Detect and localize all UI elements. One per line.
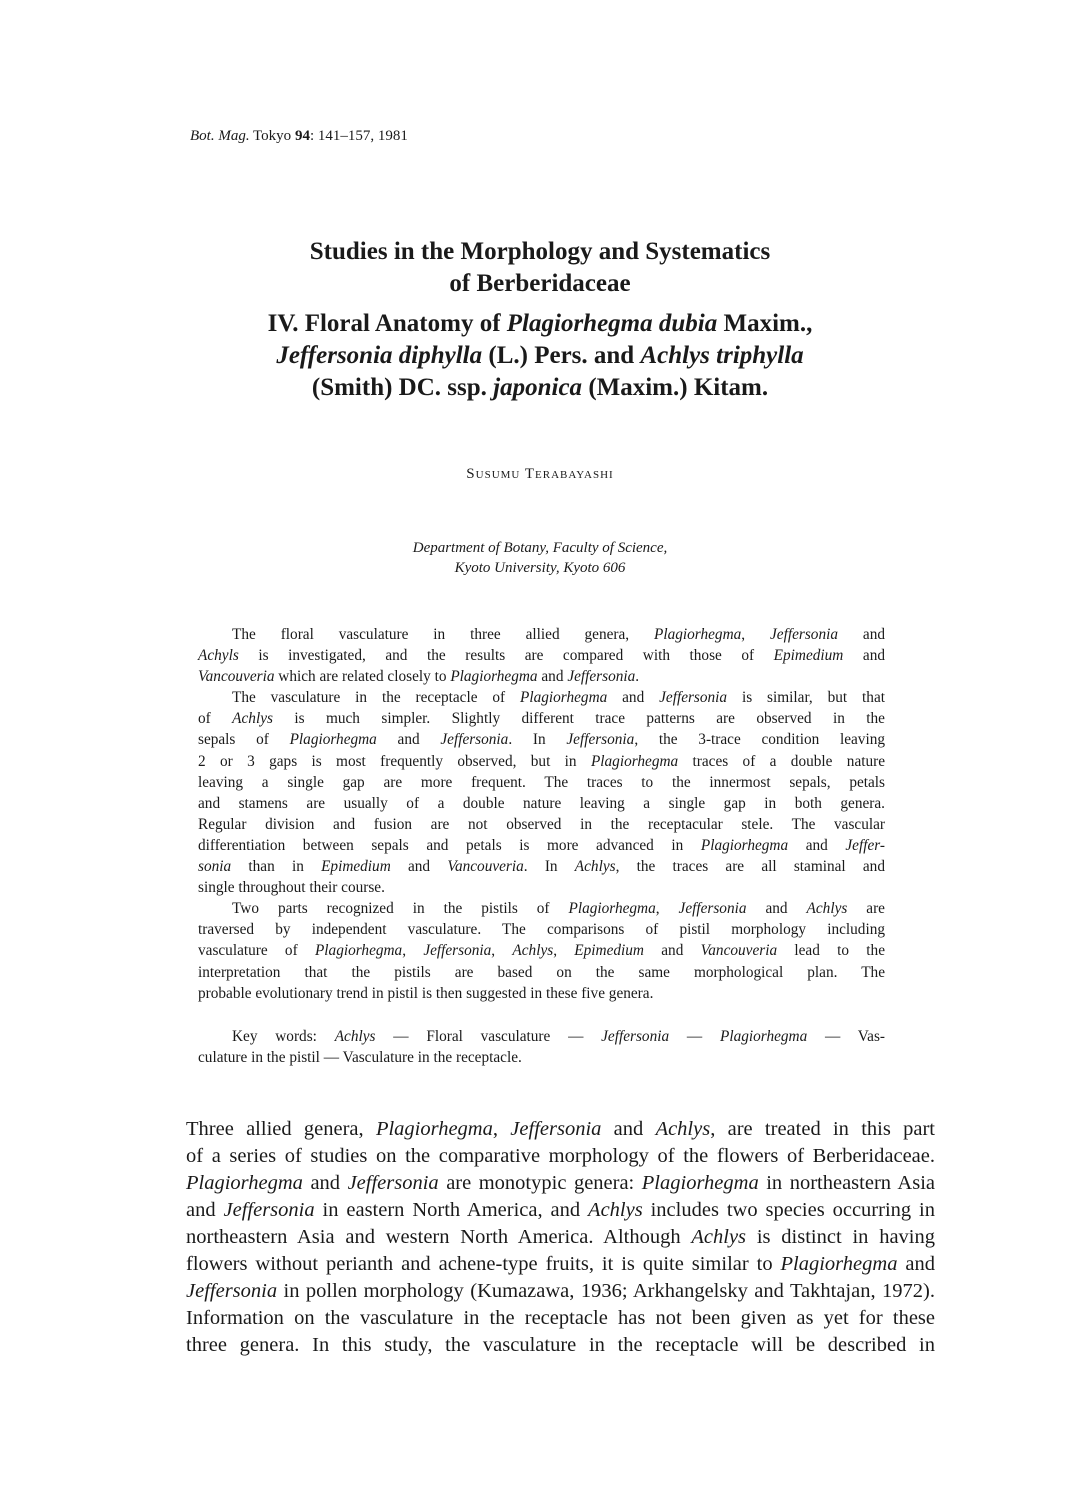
title-gap xyxy=(0,300,1080,308)
text-run: , are treated in this part xyxy=(710,1118,935,1140)
affiliation-line: Department of Botany, Faculty of Science, xyxy=(412,540,668,556)
italic-term: Jeffer- xyxy=(845,836,885,854)
italic-term: Vancouveria xyxy=(447,858,524,876)
text-line xyxy=(186,1143,935,1170)
text-run: in northeastern Asia xyxy=(758,1172,935,1194)
italic-term: Achlys xyxy=(588,1199,643,1221)
italic-term: Plagiorhegma dubia xyxy=(506,310,718,337)
italic-term: Jeffersonia xyxy=(567,668,636,686)
text-run: , xyxy=(402,942,424,960)
text-run: and xyxy=(537,668,568,686)
text-run: (L.) Pers. and xyxy=(482,342,641,369)
journal-name: Bot. Mag. xyxy=(190,128,250,144)
affiliation-line: Kyoto University, Kyoto 606 xyxy=(454,560,626,576)
text-line xyxy=(186,1116,935,1143)
text-run: IV. Floral Anatomy of xyxy=(267,310,507,337)
italic-term: Achlys xyxy=(691,1226,747,1248)
text-line xyxy=(198,666,885,687)
citation-header xyxy=(190,128,408,145)
text-run: three genera. In this study, the vasculature in the receptacle will be described in xyxy=(186,1334,935,1356)
text-run: vasculature of xyxy=(198,942,315,960)
text-run: — xyxy=(669,1028,720,1045)
text-run: (Smith) DC. ssp. xyxy=(311,374,494,401)
text-run: are xyxy=(847,900,885,918)
italic-term: Plagiorhegma xyxy=(780,1253,898,1275)
italic-term: Jeffersonia xyxy=(440,731,509,749)
italic-term: Jeffersonia xyxy=(223,1199,315,1221)
text-run: and xyxy=(843,647,885,665)
italic-term: Plagiorhegma xyxy=(700,836,789,854)
text-run: interpretation that the pistils are based on the same morphological plan. The xyxy=(198,963,885,981)
italic-term: Plagiorhegma xyxy=(375,1118,493,1140)
text-run: and xyxy=(186,1199,224,1221)
keywords xyxy=(198,1026,885,1068)
text-run: single throughout their course. xyxy=(198,879,385,897)
italic-term: Jeffersonia xyxy=(347,1172,439,1194)
author-name: Susumu Terabayashi xyxy=(466,466,614,482)
text-run: and xyxy=(838,626,886,643)
italic-term: Jeffersonia xyxy=(510,1118,602,1140)
italic-term: Plagiorhegma xyxy=(314,942,403,960)
text-run: in eastern North America, and xyxy=(314,1199,589,1221)
text-line xyxy=(198,708,885,729)
text-line xyxy=(186,1305,935,1332)
italic-term: Epimedium xyxy=(321,858,391,876)
text-line xyxy=(198,687,885,708)
text-run: is investigated, and the results are compared with those of xyxy=(238,647,774,665)
text-run: of a series of studies on the comparative morphology of the flowers of Berberidaceae. xyxy=(186,1145,935,1167)
italic-term: Achlys xyxy=(512,942,554,960)
paper-title xyxy=(0,236,1080,404)
text-run: and xyxy=(390,858,448,876)
italic-term: Plagiorhegma xyxy=(654,626,742,643)
italic-term: Epimedium xyxy=(773,647,844,665)
text-run: is much simpler. Slightly different trace patterns are observed in the xyxy=(272,710,885,728)
text-run: and xyxy=(601,1118,656,1140)
text-run: and xyxy=(643,942,701,960)
subtitle-line xyxy=(0,340,1080,372)
text-run: probable evolutionary trend in pistil is then suggested in these five genera. xyxy=(198,984,654,1002)
italic-term: Plagiorhegma xyxy=(719,1028,808,1045)
text-run: Information on the vasculature in the receptacle has not been given as yet for these xyxy=(186,1307,935,1329)
text-line xyxy=(186,1197,935,1224)
text-run: , xyxy=(492,1118,511,1140)
italic-term: Achlys xyxy=(574,858,616,876)
italic-term: Plagiorhegma xyxy=(289,731,377,749)
subtitle-line xyxy=(0,372,1080,404)
text-run: and xyxy=(302,1172,348,1194)
text-run: traversed by independent vasculature. The comparisons of pistil morphology including xyxy=(198,921,885,939)
text-line xyxy=(186,1251,935,1278)
journal-pages: : 141–157, 1981 xyxy=(309,128,408,144)
text-run: are monotypic genera: xyxy=(438,1172,642,1194)
text-run: , xyxy=(491,942,513,960)
italic-term: Achlys xyxy=(232,710,273,728)
text-run: 2 or 3 gaps is most frequently observed, but in xyxy=(198,752,591,770)
text-line xyxy=(198,729,885,750)
text-run: traces of a double nature xyxy=(678,752,886,770)
text-run: differentiation between sepals and petals is more advanced in xyxy=(198,836,701,854)
text-run: . xyxy=(635,668,640,686)
text-run: Regular division and fusion are not observed in the receptacular stele. The vascular xyxy=(198,815,885,833)
text-line xyxy=(198,983,885,1004)
text-line xyxy=(198,1026,885,1047)
text-line xyxy=(198,751,885,772)
italic-term: Jeffersonia xyxy=(770,626,838,643)
text-run: and xyxy=(788,836,846,854)
italic-term: Jeffersonia xyxy=(186,1280,278,1302)
italic-term: Achlys xyxy=(334,1028,376,1045)
text-run: , the traces are all staminal and xyxy=(615,858,885,876)
text-run: which are related closely to xyxy=(274,668,451,686)
text-line xyxy=(198,856,885,877)
text-run: and xyxy=(607,689,660,707)
text-run: . In xyxy=(508,731,567,749)
text-line xyxy=(198,1047,885,1068)
text-run: culature in the pistil — Vasculature in the receptacle. xyxy=(198,1049,522,1067)
text-line xyxy=(198,645,885,666)
italic-term: Plagiorhegma xyxy=(520,689,608,707)
italic-term: Plagiorhegma xyxy=(590,752,679,770)
text-line xyxy=(186,1278,935,1305)
abstract xyxy=(198,624,885,1004)
italic-term: Plagiorhegma xyxy=(450,668,538,686)
text-line xyxy=(198,772,885,793)
text-line xyxy=(198,835,885,856)
text-line xyxy=(186,1224,935,1251)
text-line xyxy=(198,814,885,835)
text-run: , xyxy=(553,942,575,960)
text-run: , the 3-trace condition leaving xyxy=(634,731,885,749)
italic-term: japonica xyxy=(493,374,583,401)
italic-term: sonia xyxy=(198,858,232,876)
text-run: — Vas- xyxy=(807,1028,885,1045)
journal-volume: 94 xyxy=(294,128,310,144)
italic-term: Vancouveria xyxy=(198,668,275,686)
text-run: of xyxy=(198,710,233,728)
italic-term: Achlys triphylla xyxy=(640,342,804,369)
text-run: Three allied genera, xyxy=(186,1118,376,1140)
text-line xyxy=(186,1170,935,1197)
text-run: lead to the xyxy=(777,942,885,960)
italic-term: Jeffersonia diphylla xyxy=(276,342,483,369)
text-run: is distinct in having xyxy=(746,1226,935,1248)
text-run: , xyxy=(655,900,679,918)
text-line xyxy=(198,793,885,814)
text-line xyxy=(198,940,885,961)
body-text xyxy=(186,1116,935,1359)
text-run: is similar, but that xyxy=(727,689,885,707)
text-run: and stamens are usually of a double nature leaving a single gap in both genera. xyxy=(198,794,885,812)
text-run: includes two species occurring in xyxy=(642,1199,935,1221)
text-run: and xyxy=(746,900,807,918)
text-run: Two parts recognized in the pistils of xyxy=(232,900,569,918)
text-run: than in xyxy=(231,858,322,876)
text-line xyxy=(198,919,885,940)
text-run: and xyxy=(376,731,441,749)
italic-term: Jeffersonia xyxy=(659,689,728,707)
italic-term: Achlys xyxy=(655,1118,711,1140)
italic-term: Jeffersonia xyxy=(678,900,747,918)
text-line xyxy=(198,962,885,983)
italic-term: Jeffersonia xyxy=(423,942,492,960)
text-run: — Floral vasculature — xyxy=(375,1028,602,1045)
text-line xyxy=(198,898,885,919)
text-line xyxy=(198,877,885,898)
journal-place: Tokyo xyxy=(249,128,295,144)
italic-term: Jeffersonia xyxy=(601,1028,670,1045)
affiliation xyxy=(0,538,1080,578)
subtitle-line xyxy=(0,308,1080,340)
text-run: , xyxy=(741,626,771,643)
text-run: The floral vasculature in three allied genera, xyxy=(232,626,655,643)
italic-term: Achyls xyxy=(198,647,239,665)
italic-term: Achlys xyxy=(806,900,848,918)
text-run: Key words: xyxy=(232,1028,335,1045)
text-run: and xyxy=(897,1253,935,1275)
text-run: sepals of xyxy=(198,731,290,749)
text-run: Maxim., xyxy=(717,310,813,337)
text-run: in pollen morphology (Kumazawa, 1936; Arkhangelsky and Takhtajan, 1972). xyxy=(277,1280,935,1302)
text-run: The vasculature in the receptacle of xyxy=(232,689,521,707)
text-run: . In xyxy=(523,858,575,876)
italic-term: Epimedium xyxy=(574,942,644,960)
text-run: northeastern Asia and western North America. Although xyxy=(186,1226,692,1248)
italic-term: Vancouveria xyxy=(700,942,778,960)
text-run: flowers without perianth and achene-type fruits, it is quite similar to xyxy=(186,1253,781,1275)
text-line xyxy=(186,1332,935,1359)
italic-term: Jeffersonia xyxy=(566,731,635,749)
title-line: of Berberidaceae xyxy=(449,270,631,297)
title-line: Studies in the Morphology and Systematics xyxy=(309,238,771,265)
text-run: (Maxim.) Kitam. xyxy=(582,374,769,401)
italic-term: Plagiorhegma xyxy=(641,1172,759,1194)
italic-term: Plagiorhegma xyxy=(186,1172,303,1194)
text-run: leaving a single gap are more frequent. The traces to the innermost sepals, petals xyxy=(198,773,885,791)
italic-term: Plagiorhegma xyxy=(568,900,656,918)
text-line xyxy=(198,624,885,645)
